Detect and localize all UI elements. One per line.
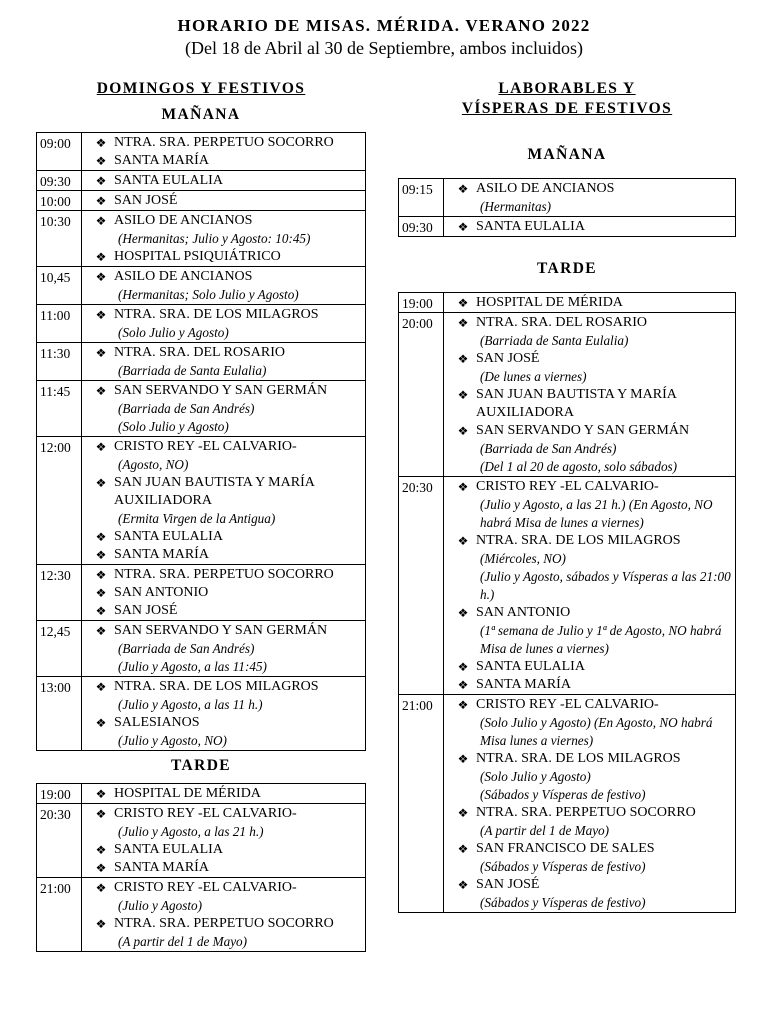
diamond-bullet-icon: ❖ [95, 174, 107, 188]
diamond-bullet-icon: ❖ [95, 154, 107, 168]
church-entry [88, 622, 362, 676]
diamond-bullet-icon: ❖ [457, 678, 469, 692]
church-name: SANTA EULALIA [476, 659, 585, 674]
church-name: SANTA EULALIA [114, 529, 223, 544]
right-heading-line2: VÍSPERAS DE FESTIVOS [461, 100, 673, 117]
church-list [82, 677, 366, 751]
diamond-bullet-icon: ❖ [95, 440, 107, 454]
church-name: SAN JUAN BAUTISTA Y MARÍA AUXILIADORA [114, 475, 315, 508]
church-name: NTRA. SRA. DE LOS MILAGROS [476, 533, 681, 548]
mass-time: 12:00 [37, 437, 82, 565]
church-list [444, 293, 736, 313]
church-entry [450, 658, 732, 676]
schedule-row [37, 381, 366, 437]
church-name: HOSPITAL PSIQUIÁTRICO [114, 249, 281, 264]
church-entry [450, 422, 732, 476]
church-list [444, 477, 736, 695]
church-list [82, 565, 366, 621]
church-name: ASILO DE ANCIANOS [114, 269, 253, 284]
church-list [82, 878, 366, 952]
church-entry [88, 566, 362, 584]
mass-note: (Barriada de San Andrés) [480, 441, 617, 456]
page-title: HORARIO DE MISAS. MÉRIDA. VERANO 2022 [177, 16, 591, 35]
mass-note: (Julio y Agosto, NO) [118, 733, 227, 748]
church-entry [450, 876, 732, 912]
church-entry [450, 532, 732, 604]
right-morning-label: MAÑANA [527, 146, 607, 163]
mass-note: (Solo Julio y Agosto) (En Agosto, NO habrá Misa lunes a viernes) [480, 715, 713, 748]
mass-time: 19:00 [399, 293, 444, 313]
schedule-row [37, 878, 366, 952]
diamond-bullet-icon: ❖ [457, 534, 469, 548]
diamond-bullet-icon: ❖ [95, 270, 107, 284]
schedule-row [37, 171, 366, 191]
church-name: SANTA MARÍA [114, 153, 209, 168]
diamond-bullet-icon: ❖ [95, 881, 107, 895]
mass-note: (A partir del 1 de Mayo) [118, 934, 248, 949]
church-entry [88, 268, 362, 304]
mass-note: (Hermanitas) [480, 199, 552, 214]
diamond-bullet-icon: ❖ [457, 220, 469, 234]
church-entry [450, 180, 732, 216]
mass-note: (Solo Julio y Agosto) [118, 325, 229, 340]
church-entry [88, 344, 362, 380]
mass-note: (Hermanitas; Julio y Agosto: 10:45) [118, 231, 311, 246]
church-entry [450, 218, 732, 236]
mass-note: (Julio y Agosto, a las 21 h.) [118, 824, 264, 839]
church-entry [450, 350, 732, 386]
church-name: SAN SERVANDO Y SAN GERMÁN [114, 623, 328, 638]
church-entry [88, 879, 362, 915]
church-name: SANTA EULALIA [114, 842, 223, 857]
church-name: SAN ANTONIO [114, 585, 209, 600]
church-name: CRISTO REY -EL CALVARIO- [114, 806, 297, 821]
schedule-row [37, 211, 366, 267]
mass-note: (1ª semana de Julio y 1ª de Agosto, NO habrá Misa de lunes a viernes) [480, 623, 722, 656]
church-list [82, 437, 366, 565]
church-name: NTRA. SRA. DE LOS MILAGROS [476, 751, 681, 766]
church-name: SALESIANOS [114, 715, 200, 730]
schedule-row [399, 313, 736, 477]
church-list [82, 171, 366, 191]
church-entry [88, 438, 362, 474]
mass-note: (Agosto, NO) [118, 457, 189, 472]
church-name: SANTA EULALIA [114, 173, 223, 188]
church-name: ASILO DE ANCIANOS [114, 213, 253, 228]
mass-note: (Barriada de San Andrés) [118, 401, 255, 416]
mass-note: (Julio y Agosto, a las 21 h.) (En Agosto, NO habrá Misa de lunes a viernes) [480, 497, 713, 530]
church-list [444, 179, 736, 217]
mass-time: 10:00 [37, 191, 82, 211]
church-list [82, 191, 366, 211]
church-list [82, 211, 366, 267]
church-list [444, 217, 736, 237]
church-name: SAN JOSÉ [476, 351, 540, 366]
church-name: SAN SERVANDO Y SAN GERMÁN [476, 423, 690, 438]
mass-time: 09:30 [37, 171, 82, 191]
schedule-row [37, 191, 366, 211]
left-heading: DOMINGOS Y FESTIVOS [96, 80, 306, 97]
church-entry [450, 804, 732, 840]
diamond-bullet-icon: ❖ [95, 680, 107, 694]
right-afternoon-label: TARDE [536, 260, 598, 277]
diamond-bullet-icon: ❖ [457, 480, 469, 494]
mass-note: (Julio y Agosto, sábados y Vísperas a las 21:00 h.) [480, 569, 731, 602]
mass-note: (Sábados y Vísperas de festivo) [480, 859, 646, 874]
diamond-bullet-icon: ❖ [457, 878, 469, 892]
church-entry [88, 212, 362, 248]
church-name: SAN JOSÉ [476, 877, 540, 892]
mass-note: (Solo Julio y Agosto) [480, 769, 591, 784]
mass-note: (Sábados y Vísperas de festivo) [480, 895, 646, 910]
mass-note: (Hermanitas; Solo Julio y Agosto) [118, 287, 299, 302]
diamond-bullet-icon: ❖ [95, 586, 107, 600]
church-name: SANTA MARÍA [476, 677, 571, 692]
church-name: CRISTO REY -EL CALVARIO- [476, 479, 659, 494]
mass-note: (Julio y Agosto, a las 11 h.) [118, 697, 263, 712]
church-list [82, 621, 366, 677]
diamond-bullet-icon: ❖ [95, 917, 107, 931]
church-name: SANTA MARÍA [114, 860, 209, 875]
diamond-bullet-icon: ❖ [457, 296, 469, 310]
schedule-row [37, 565, 366, 621]
church-entry [88, 805, 362, 841]
schedule-row [37, 784, 366, 804]
church-name: SANTA EULALIA [476, 219, 585, 234]
church-name: SANTA MARÍA [114, 547, 209, 562]
left-afternoon-label: TARDE [170, 757, 232, 774]
church-name: SAN JOSÉ [114, 603, 178, 618]
church-name: CRISTO REY -EL CALVARIO- [114, 439, 297, 454]
schedule-row [399, 695, 736, 913]
church-name: SAN JOSÉ [114, 193, 178, 208]
church-entry [88, 678, 362, 714]
mass-note: (Barriada de San Andrés) [118, 641, 255, 656]
mass-time: 09:00 [37, 133, 82, 171]
diamond-bullet-icon: ❖ [95, 548, 107, 562]
church-name: ASILO DE ANCIANOS [476, 181, 615, 196]
church-name: SAN JUAN BAUTISTA Y MARÍA AUXILIADORA [476, 387, 677, 420]
right-heading-line1: LABORABLES Y [498, 80, 636, 97]
diamond-bullet-icon: ❖ [457, 752, 469, 766]
diamond-bullet-icon: ❖ [457, 660, 469, 674]
church-list [82, 133, 366, 171]
schedule-row [37, 677, 366, 751]
diamond-bullet-icon: ❖ [95, 136, 107, 150]
church-name: NTRA. SRA. DEL ROSARIO [476, 315, 647, 330]
church-entry [88, 382, 362, 436]
church-entry [450, 478, 732, 532]
church-name: NTRA. SRA. PERPETUO SOCORRO [114, 567, 334, 582]
church-entry [450, 696, 732, 750]
mass-note: (Solo Julio y Agosto) [118, 419, 229, 434]
left-afternoon-table [36, 783, 366, 952]
diamond-bullet-icon: ❖ [457, 182, 469, 196]
right-morning-table [398, 178, 736, 237]
mass-note: (Julio y Agosto) [118, 898, 202, 913]
schedule-row [399, 293, 736, 313]
church-list [82, 343, 366, 381]
diamond-bullet-icon: ❖ [95, 604, 107, 618]
church-entry [88, 134, 362, 152]
diamond-bullet-icon: ❖ [457, 316, 469, 330]
diamond-bullet-icon: ❖ [95, 787, 107, 801]
mass-time: 12,45 [37, 621, 82, 677]
church-list [82, 784, 366, 804]
mass-time: 11:00 [37, 305, 82, 343]
mass-note: (Miércoles, NO) [480, 551, 566, 566]
diamond-bullet-icon: ❖ [95, 346, 107, 360]
mass-note: (Del 1 al 20 de agosto, solo sábados) [480, 459, 678, 474]
church-entry [88, 841, 362, 859]
diamond-bullet-icon: ❖ [95, 308, 107, 322]
diamond-bullet-icon: ❖ [95, 194, 107, 208]
church-entry [450, 676, 732, 694]
diamond-bullet-icon: ❖ [95, 716, 107, 730]
diamond-bullet-icon: ❖ [457, 698, 469, 712]
church-name: SAN SERVANDO Y SAN GERMÁN [114, 383, 328, 398]
mass-note: (A partir del 1 de Mayo) [480, 823, 610, 838]
church-list [82, 267, 366, 305]
mass-note: (Julio y Agosto, a las 11:45) [118, 659, 267, 674]
church-entry [88, 584, 362, 602]
mass-note: (Sábados y Vísperas de festivo) [480, 787, 646, 802]
church-list [82, 305, 366, 343]
mass-time: 21:00 [37, 878, 82, 952]
church-name: NTRA. SRA. PERPETUO SOCORRO [114, 135, 334, 150]
schedule-row [399, 217, 736, 237]
church-entry [88, 306, 362, 342]
mass-note: (Barriada de Santa Eulalia) [118, 363, 267, 378]
diamond-bullet-icon: ❖ [457, 606, 469, 620]
mass-time: 09:30 [399, 217, 444, 237]
church-entry [88, 602, 362, 620]
church-entry [88, 785, 362, 803]
schedule-row [37, 305, 366, 343]
church-entry [88, 248, 362, 266]
church-name: NTRA. SRA. DEL ROSARIO [114, 345, 285, 360]
mass-time: 09:15 [399, 179, 444, 217]
mass-time: 12:30 [37, 565, 82, 621]
church-name: NTRA. SRA. PERPETUO SOCORRO [476, 805, 696, 820]
church-list [444, 695, 736, 913]
church-entry [450, 386, 732, 422]
mass-time: 10:30 [37, 211, 82, 267]
schedule-row [37, 267, 366, 305]
church-name: CRISTO REY -EL CALVARIO- [114, 880, 297, 895]
church-entry [88, 172, 362, 190]
church-entry [88, 152, 362, 170]
schedule-row [399, 179, 736, 217]
schedule-row [37, 437, 366, 565]
mass-time: 20:00 [399, 313, 444, 477]
church-entry [450, 750, 732, 804]
church-name: SAN ANTONIO [476, 605, 571, 620]
church-entry [88, 859, 362, 877]
mass-time: 20:30 [399, 477, 444, 695]
schedule-row [37, 804, 366, 878]
mass-time: 11:45 [37, 381, 82, 437]
diamond-bullet-icon: ❖ [457, 842, 469, 856]
church-entry [450, 314, 732, 350]
church-entry [450, 840, 732, 876]
diamond-bullet-icon: ❖ [457, 388, 469, 402]
mass-time: 21:00 [399, 695, 444, 913]
diamond-bullet-icon: ❖ [95, 568, 107, 582]
diamond-bullet-icon: ❖ [95, 384, 107, 398]
diamond-bullet-icon: ❖ [95, 861, 107, 875]
church-entry [450, 604, 732, 658]
diamond-bullet-icon: ❖ [95, 843, 107, 857]
church-entry [88, 192, 362, 210]
left-morning-table [36, 132, 366, 751]
mass-time: 19:00 [37, 784, 82, 804]
diamond-bullet-icon: ❖ [457, 352, 469, 366]
church-name: HOSPITAL DE MÉRIDA [114, 786, 261, 801]
mass-note: (De lunes a viernes) [480, 369, 587, 384]
page-subtitle: (Del 18 de Abril al 30 de Septiembre, ambos incluidos) [185, 38, 583, 58]
church-name: NTRA. SRA. DE LOS MILAGROS [114, 307, 319, 322]
schedule-row [37, 343, 366, 381]
church-entry [450, 294, 732, 312]
right-afternoon-table [398, 292, 736, 913]
church-entry [88, 915, 362, 951]
church-name: NTRA. SRA. PERPETUO SOCORRO [114, 916, 334, 931]
church-name: NTRA. SRA. DE LOS MILAGROS [114, 679, 319, 694]
left-morning-label: MAÑANA [161, 106, 241, 123]
diamond-bullet-icon: ❖ [95, 624, 107, 638]
diamond-bullet-icon: ❖ [95, 807, 107, 821]
church-entry [88, 528, 362, 546]
diamond-bullet-icon: ❖ [457, 424, 469, 438]
church-name: SAN FRANCISCO DE SALES [476, 841, 655, 856]
mass-time: 10,45 [37, 267, 82, 305]
mass-note: (Barriada de Santa Eulalia) [480, 333, 629, 348]
church-list [82, 381, 366, 437]
mass-note: (Ermita Virgen de la Antigua) [118, 511, 276, 526]
church-entry [88, 474, 362, 528]
schedule-row [37, 133, 366, 171]
church-list [82, 804, 366, 878]
mass-time: 13:00 [37, 677, 82, 751]
mass-time: 20:30 [37, 804, 82, 878]
church-name: HOSPITAL DE MÉRIDA [476, 295, 623, 310]
diamond-bullet-icon: ❖ [95, 250, 107, 264]
church-entry [88, 714, 362, 750]
schedule-row [399, 477, 736, 695]
diamond-bullet-icon: ❖ [95, 214, 107, 228]
diamond-bullet-icon: ❖ [95, 530, 107, 544]
mass-time: 11:30 [37, 343, 82, 381]
diamond-bullet-icon: ❖ [95, 476, 107, 490]
schedule-row [37, 621, 366, 677]
diamond-bullet-icon: ❖ [457, 806, 469, 820]
church-entry [88, 546, 362, 564]
church-list [444, 313, 736, 477]
church-name: CRISTO REY -EL CALVARIO- [476, 697, 659, 712]
